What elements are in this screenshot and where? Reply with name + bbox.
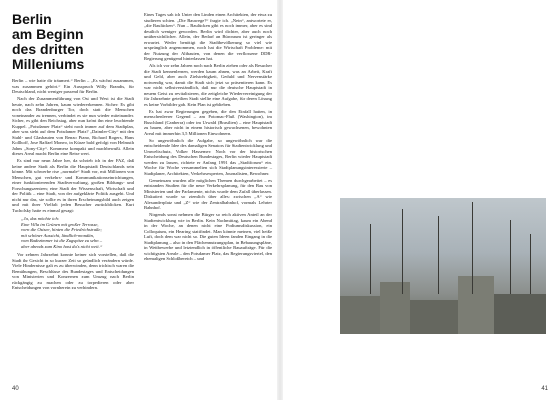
construction-photo [340, 198, 546, 334]
paragraph: Als ich vor zehn Jahren noch nach Berlin ziehen oder als Besucher die Stadt kennenlernen, werden kaum ahnen, was an Arbeit, Kraft und Geld, aber auch Zielstrebigkeit, Geduld und Nervenstärke notwendig war, damit die Stadt sich jetzt so präsentieren kann. Es war nicht selbstverständlich, daß nur die deutsche Hauptstadt in neuem Geist zu revitalisieren, die zeitgleiche Wiedervereinigung der für Jahrzehnte geteilten Stadt stellte eine Aufgabe, für deren Lösung es keine Vorbilder gab. Kein Plan ist geblieben. [144, 63, 272, 107]
paragraph: Nirgends sonst nehmen die Bürger so reich aktiven Anteil an der Stadtentwicklung wie in Berlin. Kein Nachmittag, kaum ein Abend in der Woche, an denen nicht eine Podiumsdiskussion, ein Colloquium, ein Hearing stattfindet. Man könnte meinen, viel heiße Luft, doch dem war nicht so. Die guten Ideen fanden Eingang in die Stadtplanung – also in den Flächennutzungsplan, in Bebauungspläne, in Wettbewerbe und letztendlich in öffentliche Bauaufträge. Für die wichtigsten Areale – den Potsdamer Platz, das Regierungsviertel, den ehemaligen Schloßbereich – und [144, 212, 272, 261]
paragraph: Es sind nur neun Jahre her, da schrieb ich in der FAZ, daß keine andere Stadt als Berlin die Hauptstadt Deutschlands sein könne. Mit schwerbe rise „normale“ Stadt vor, mit Millionen von Menschen, gut verkehrs- und Kommunikationseinrichtungen, einer funktionierenden Stadtverwaltung, großen Bildungs- und Forschungszentren; eine Stadt der Wissenschaft, Wirtschaft und der Politik – eine Stadt, von der aufgeklärte Politik ausgeht. Und nicht nur das, sie sollte es in ihren Erscheinungsbild auch zeigen und mit ihrer Vielfalt jeden Besucher zurückblicken. Kurt Tucholsky hatte es einmal gesagt: [12, 158, 134, 213]
paragraph: Berlin – wie hatte dir träumert.“ Berlin – „Es wächst zusammen, was zusammen gehört.“ Ein Ausspruch Willy Brandts, für Deutschland, nicht weniger passend für Berlin. [12, 78, 134, 94]
page-number-right: 41 [541, 386, 548, 392]
text-column-2 [144, 12, 272, 263]
paragraph: Es hat zwar Regierungen gegeben, die den Einfall hatten, in menschenleerer Gegend – am Potomac-Fluß (Washington), im Buschland (Canberra) oder im Urwald (Brasilien) – eine Hauptstadt zu bauen, aber nicht in einem historisch gewachsenen, bewohnten Areal mit immerhin 3,5 Millionen Einwohnern. [144, 108, 272, 136]
text-column-1 [12, 78, 134, 292]
paragraph: Eines Tages sah ich Unter den Linden einen Architekten, der etwa zu studieren schien. „Die Bauwege?“ fragte ich. „Nein“, antwortete er, „die Baulücken“. Nun – Baulücken gibt es noch immer, aber es sind deutlich weniger geworden. Berlin wird dichter, aber auch noch unübersichtlicher. Allein, der Bedarf an Büroraum ist geringer als erwartet. Weder benötigt die Stadtbevölkerung so viel wie ursprünglich angenommen, noch hat die Wirtschaft Probleme: mit der Nutzung der Altbauten, von denen die verflossene DDR-Regierung genügend hinterlassen hat. [144, 12, 272, 61]
tucholsky-quote: „Ja, das möchte ich: Eine Villa im Grünen mit großer Terrasse, vorn die Ostsee, hinten die Friedrichstraße; mit schöner Aussicht, ländlich-mondän, vom Badezimmer ist die Zugspitze zu sehn – aber abends zum Kino hast du's nicht weit.“ [21, 216, 103, 249]
book-gutter [277, 0, 283, 400]
paragraph: Gemeinsam wurden alle möglichen Themen durchgearbeitet – es entstanden Studien für die neue Verkehrsplanung, für den Bau von Ministerien und der Parlamente, nichts wurde dem Zufall überlassen. Diskutiert wurde so ziemlich über alles: zwischen „A“ wie Alexanderplatz und „Z“ wie der Zentralbahnhof, vormals Lehrter Bahnhof. [144, 177, 272, 210]
paragraph: Nach der Zusammenführung von Ost und West ist die Stadt heute, nach zehn Jahren, kaum wiedererkennen. Sicher: Es gibt noch das Brandenburger Tor, doch statt die Menschen voneinander zu trennen, verbindet es sie nun wieder miteinander. Sicher, es gibt den Reichstag, aber nun krönt ihn eine leuchtende Kuppel. „Potsdamer Platz“ steht noch immer auf dem Stadtplan, aber was steht auf dem Potsdamer Platz? „Daimler-City“ mit den Stahl- und Glasbauten von Renzo Piano, Richard Rogers, Hans Kollhoff, Jose Raffael Moneo, in Kürze bald gefolgt von Helmuth Jahns „Sony-City“. Kommerz kompakt und machbewußt. Allein dieses Areal macht Berlin eine Reise wert. [12, 96, 134, 156]
paragraph: So ungewöhnlich die Aufgabe, so ungewöhnlich war die entscheidende Idee des damaligen Senators für Stadtentwicklung und Umweltschutz, Volker Hassemer: Noch vor der historischen Entscheidung des Deutschen Bundestages, Berlin wieder Hauptstadt werden zu lassen, richtete er Anfang 1991 das „Stadtforum“ ein. Woche für Woche versammelten sich Stadtplanungsinteressierte – Stadtplaner, Architekten, Verkehrsexperten, Journalisten, Bewohner. [144, 137, 272, 176]
chapter-title: Berlin am Beginn des dritten Milleniums [12, 11, 85, 72]
page-number-left: 40 [12, 386, 19, 392]
paragraph: Vor zehnen Jahrzehnt konnte keiner sich vorstellen, daß die Stadt ihr Gesicht in so kurzer Zeit so gründlich verändern würde. Viele Hindernisse galt es zu überwinden, denn trichisch waren die Bemühungen, Beschlüsse des Bundestages und Entscheidungen von Ministerien und Konzernen zum Umzug nach Berlin rückgängig zu machen oder zu torpedieren oder aber Entscheidungen von vornherein zu verhindern. [12, 252, 134, 290]
